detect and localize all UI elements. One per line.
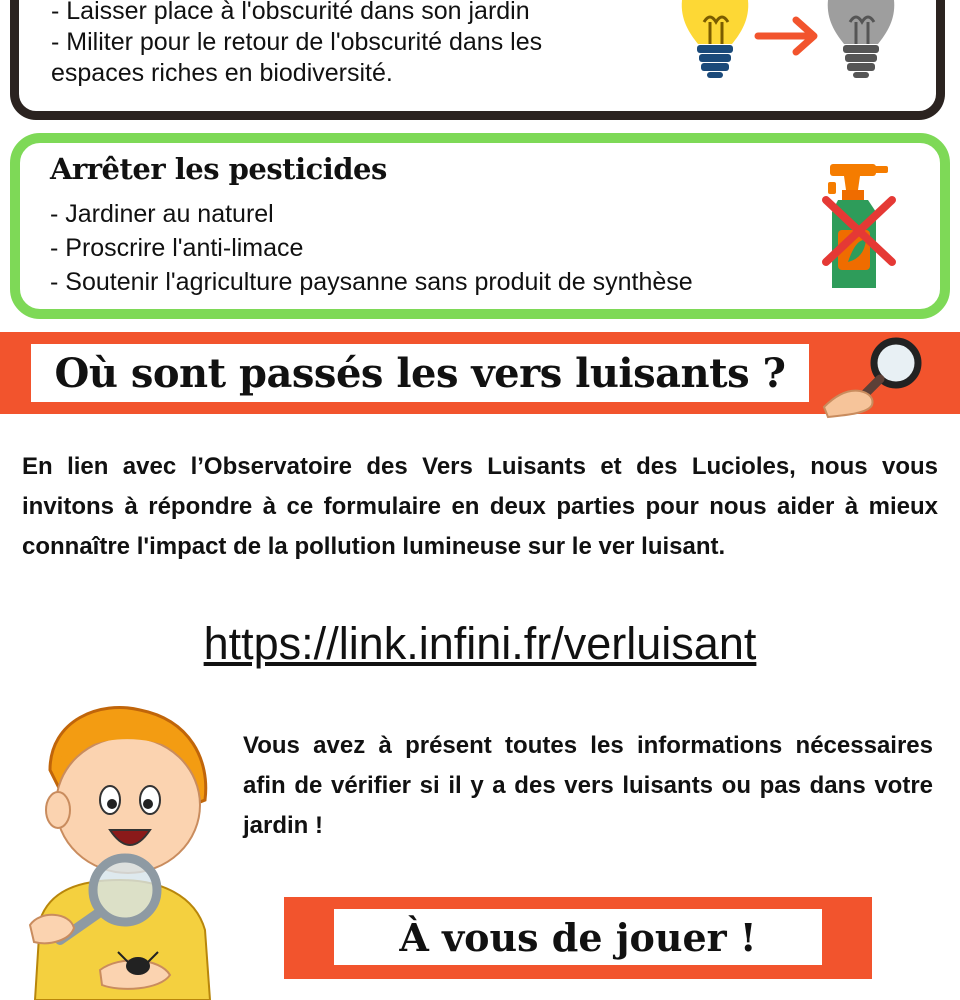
pesticides-box: [10, 133, 950, 319]
intro-paragraph: En lien avec l’Observatoire des Vers Luisants et des Lucioles, nous vous invitons à répondre à ce formulaire en deux parties pour nous aider à mieux connaître l'impact de la pollution lumineuse sur le ver luisant.: [22, 453, 938, 560]
lighting-item: - Laisser place à l'obscurité dans son jardin: [51, 0, 530, 25]
pesticides-item: - Jardiner au naturel: [50, 200, 274, 228]
cta-banner: [284, 897, 872, 979]
banner-title: Où sont passés les vers luisants ?: [54, 349, 786, 397]
form-link[interactable]: https://link.infini.fr/verluisant: [203, 618, 757, 669]
pesticides-title: Arrêter les pesticides: [50, 152, 387, 186]
banner-label-box: [31, 344, 809, 402]
lighting-item: - Militer pour le retour de l'obscurité dans les: [51, 28, 543, 56]
conclusion-paragraph: Vous avez à présent toutes les informations nécessaires afin de vérifier si il y a des vers luisants ou pas dans votre jardin !: [243, 732, 933, 839]
unlit-bulb-icon: [828, 0, 895, 78]
bulbs-icon: [672, 0, 912, 82]
pesticides-item: - Proscrire l'anti-limace: [50, 234, 304, 262]
pesticides-item: - Soutenir l'agriculture paysanne sans produit de synthèse: [50, 268, 693, 296]
cta-text: À vous de jouer !: [399, 914, 757, 960]
arrow-right-icon: [758, 20, 814, 52]
cta-label-box: [334, 909, 822, 965]
pesticides-list: [50, 197, 693, 299]
section-banner: [0, 332, 960, 414]
lit-bulb-icon: [682, 0, 749, 78]
pesticide-spray-crossed-icon: [818, 160, 898, 292]
child-with-magnifier-illustration: [10, 700, 230, 1000]
lighting-item: espaces riches en biodiversité.: [51, 59, 393, 87]
magnifier-hand-icon: [818, 335, 928, 419]
lighting-list: [51, 0, 542, 89]
